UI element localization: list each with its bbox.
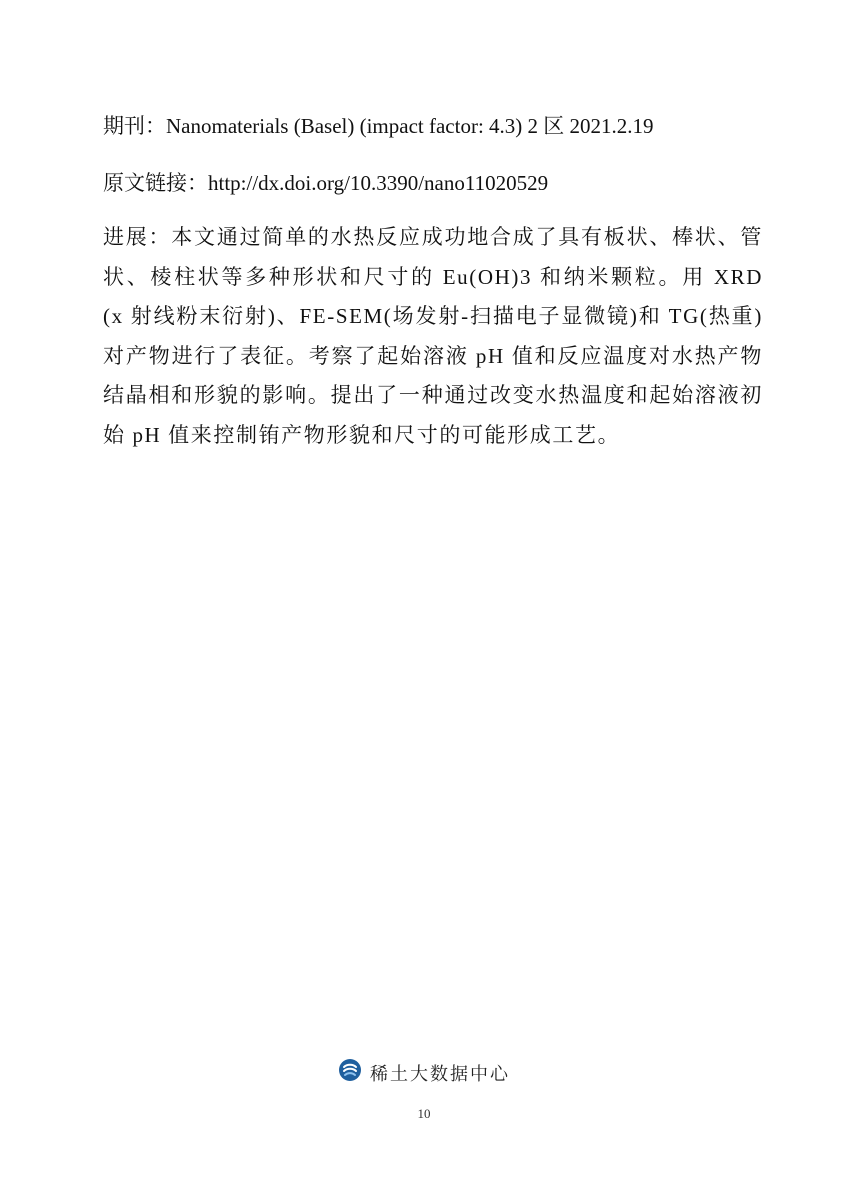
footer-logo-text: 稀土大数据中心 <box>370 1063 510 1085</box>
page-number: 10 <box>417 1106 431 1121</box>
source-link-line <box>103 171 548 195</box>
progress-paragraph <box>103 218 763 455</box>
rare-earth-data-center-logo-icon <box>338 1058 362 1087</box>
journal-line <box>103 114 654 138</box>
journal-value: Nanomaterials (Basel) (impact factor: 4.3) 2 区 2021.2.19 <box>166 114 654 138</box>
journal-label: 期刊： <box>103 114 166 138</box>
source-link-url[interactable]: http://dx.doi.org/10.3390/nano11020529 <box>208 171 549 195</box>
progress-label: 进展： <box>103 225 172 249</box>
footer-logo <box>0 1058 848 1087</box>
source-link-label: 原文链接： <box>103 171 208 195</box>
progress-text: 本文通过简单的水热反应成功地合成了具有板状、棒状、管状、棱柱状等多种形状和尺寸的 Eu(OH)3 和纳米颗粒。用 XRD (x 射线粉末衍射)、FE-SEM(场发射-扫描电子显微镜)和 TG(热重)对产物进行了表征。考察了起始溶液 pH 值和反应温度对水热产物结晶相和形貌的影响。提出了一种通过改变水热温度和起始溶液初始 pH 值来控制铕产物形貌和尺寸的可能形成工艺。 <box>103 225 763 447</box>
